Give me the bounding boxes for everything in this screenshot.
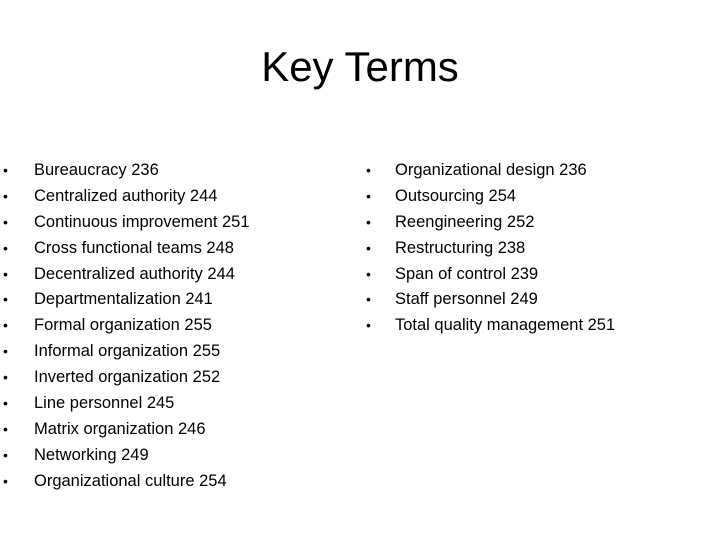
term-item	[0, 339, 360, 365]
term-label: Reengineering 252	[395, 212, 535, 231]
term-label: Organizational design 236	[395, 161, 587, 179]
term-label: Informal organization 255	[34, 342, 221, 361]
bullet-icon: •	[3, 187, 8, 204]
bullet-icon: •	[366, 265, 371, 282]
term-item	[360, 236, 720, 262]
term-label: Span of control 239	[395, 264, 539, 283]
bullet-icon: •	[3, 446, 8, 463]
term-item	[0, 287, 360, 313]
right-term-list	[360, 158, 720, 339]
term-label: Departmentalization 241	[34, 290, 213, 309]
bullet-icon: •	[3, 265, 8, 282]
term-label: Bureaucracy 236	[34, 161, 159, 179]
term-item	[0, 469, 360, 495]
bullet-icon: •	[3, 213, 8, 230]
bullet-icon: •	[366, 317, 371, 334]
term-label: Cross functional teams 248	[34, 238, 234, 257]
bullet-icon: •	[3, 472, 8, 489]
bullet-icon: •	[3, 162, 8, 178]
term-item	[360, 313, 720, 339]
left-term-list	[0, 158, 360, 495]
term-item	[0, 236, 360, 262]
term-item	[0, 158, 360, 184]
bullet-icon: •	[3, 291, 8, 308]
term-label: Restructuring 238	[395, 238, 526, 257]
bullet-icon: •	[366, 239, 371, 256]
term-label: Formal organization 255	[34, 316, 212, 335]
term-item	[0, 443, 360, 469]
term-label: Line personnel 245	[34, 394, 175, 413]
term-label: Decentralized authority 244	[34, 264, 235, 283]
term-item	[0, 417, 360, 443]
slide-title: Key Terms	[261, 43, 459, 90]
term-item	[360, 158, 720, 184]
term-item	[360, 262, 720, 288]
term-item	[0, 391, 360, 417]
term-label: Organizational culture 254	[34, 471, 227, 490]
term-label: Staff personnel 249	[395, 290, 538, 309]
bullet-icon: •	[3, 420, 8, 437]
term-item	[0, 365, 360, 391]
term-label: Continuous improvement 251	[34, 212, 250, 231]
term-label: Outsourcing 254	[395, 186, 517, 205]
term-item	[360, 184, 720, 210]
bullet-icon: •	[366, 162, 371, 178]
term-item	[0, 210, 360, 236]
term-label: Matrix organization 246	[34, 419, 206, 438]
bullet-icon: •	[3, 395, 8, 412]
term-item	[0, 184, 360, 210]
bullet-icon: •	[3, 369, 8, 386]
bullet-icon: •	[366, 213, 371, 230]
term-item	[360, 210, 720, 236]
bullet-icon: •	[3, 343, 8, 360]
term-label: Centralized authority 244	[34, 186, 218, 205]
term-label: Networking 249	[34, 445, 149, 464]
term-item	[0, 313, 360, 339]
bullet-icon: •	[3, 239, 8, 256]
bullet-icon: •	[366, 291, 371, 308]
term-item	[0, 262, 360, 288]
term-label: Total quality management 251	[395, 316, 616, 335]
bullet-icon: •	[3, 317, 8, 334]
term-label: Inverted organization 252	[34, 368, 221, 387]
term-item	[360, 287, 720, 313]
bullet-icon: •	[366, 187, 371, 204]
